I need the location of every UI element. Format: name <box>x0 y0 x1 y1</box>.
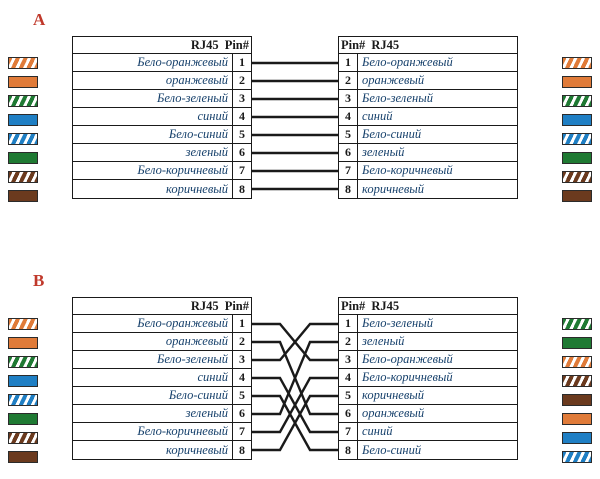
pin-number: 2 <box>339 333 358 350</box>
table-a-right-header <box>339 37 517 54</box>
wire-name: Бело-оранжевый <box>362 352 453 366</box>
chips-a-right <box>562 57 592 209</box>
pin-number: 2 <box>232 333 251 350</box>
table-a-right <box>338 36 518 199</box>
header-rj45-right-b: RJ45 <box>371 298 400 313</box>
pin-number: 8 <box>232 441 251 459</box>
table-row <box>339 405 517 423</box>
table-row <box>73 423 251 441</box>
pin-number: 8 <box>339 441 358 459</box>
wire-name: зеленый <box>362 145 405 159</box>
chips-a-left <box>8 57 38 209</box>
table-a-left-header <box>73 37 251 54</box>
wire-color-chip <box>562 114 592 126</box>
wire-path <box>252 324 338 360</box>
header-rj45-left-a: RJ45 <box>190 37 219 52</box>
pin-number: 6 <box>232 405 251 422</box>
wire-path <box>252 342 338 414</box>
chips-b-left <box>8 318 38 470</box>
table-row <box>73 405 251 423</box>
pin-number: 4 <box>232 369 251 386</box>
wire-color-chip <box>562 76 592 88</box>
wire-color-chip <box>562 171 592 183</box>
wire-name: Бело-синий <box>168 388 228 402</box>
pin-number: 6 <box>339 144 358 161</box>
pin-number: 7 <box>339 423 358 440</box>
table-row <box>339 108 517 126</box>
wire-color-chip <box>562 451 592 463</box>
wire-color-chip <box>562 190 592 202</box>
wire-name: оранжевый <box>165 73 228 87</box>
wire-path <box>252 324 338 360</box>
table-row <box>73 351 251 369</box>
wire-color-chip <box>8 413 38 425</box>
wire-color-chip <box>8 171 38 183</box>
wire-color-chip <box>8 95 38 107</box>
wire-color-chip <box>8 375 38 387</box>
wire-color-chip <box>562 57 592 69</box>
table-row <box>73 441 251 459</box>
table-row <box>73 162 251 180</box>
wire-color-chip <box>8 76 38 88</box>
wire-path <box>252 396 338 450</box>
wire-name: Бело-коричневый <box>362 370 453 384</box>
wire-color-chip <box>8 356 38 368</box>
table-row <box>73 90 251 108</box>
wire-name: Бело-оранжевый <box>137 316 228 330</box>
wire-name: зеленый <box>362 334 405 348</box>
wire-color-chip <box>562 337 592 349</box>
table-row <box>339 126 517 144</box>
table-b-left <box>72 297 252 460</box>
table-row <box>339 315 517 333</box>
table-row <box>339 180 517 198</box>
wire-color-chip <box>8 318 38 330</box>
table-a-left <box>72 36 252 199</box>
pin-number: 1 <box>339 315 358 332</box>
wire-path <box>252 342 338 414</box>
wire-path <box>252 396 338 450</box>
wire-name: Бело-зеленый <box>157 91 228 105</box>
header-pin-left-a: Pin# <box>224 37 249 52</box>
wire-name: Бело-оранжевый <box>137 55 228 69</box>
wire-color-chip <box>562 95 592 107</box>
table-row <box>73 180 251 198</box>
table-row <box>339 54 517 72</box>
wire-name: синий <box>197 109 228 123</box>
table-row <box>339 351 517 369</box>
pin-number: 3 <box>232 90 251 107</box>
wire-name: Бело-зеленый <box>362 316 433 330</box>
table-row <box>339 72 517 90</box>
table-row <box>73 72 251 90</box>
wire-name: оранжевый <box>362 406 425 420</box>
pin-number: 5 <box>232 387 251 404</box>
pin-number: 3 <box>339 351 358 368</box>
pin-number: 8 <box>339 180 358 198</box>
wire-color-chip <box>562 375 592 387</box>
wire-name: коричневый <box>166 181 228 196</box>
table-row <box>339 441 517 459</box>
wire-color-chip <box>562 152 592 164</box>
wire-name: синий <box>362 109 393 123</box>
wire-name: коричневый <box>362 181 424 196</box>
pin-number: 3 <box>339 90 358 107</box>
wire-name: Бело-коричневый <box>137 163 228 177</box>
table-row <box>339 144 517 162</box>
wire-name: Бело-синий <box>362 127 422 141</box>
wire-color-chip <box>562 133 592 145</box>
wire-color-chip <box>8 114 38 126</box>
table-row <box>73 54 251 72</box>
wire-path <box>252 378 338 432</box>
wire-name: оранжевый <box>362 73 425 87</box>
pin-number: 5 <box>232 126 251 143</box>
pin-number: 2 <box>232 72 251 89</box>
header-pin-right-a: Pin# <box>341 37 366 52</box>
wire-name: Бело-коричневый <box>362 163 453 177</box>
wire-name: зеленый <box>185 145 228 159</box>
table-b-right <box>338 297 518 460</box>
pin-number: 2 <box>339 72 358 89</box>
table-row <box>339 423 517 441</box>
pin-number: 6 <box>339 405 358 422</box>
wire-color-chip <box>8 432 38 444</box>
wire-name: Бело-синий <box>168 127 228 141</box>
header-pin-left-b: Pin# <box>224 298 249 313</box>
wire-color-chip <box>8 394 38 406</box>
header-rj45-left-b: RJ45 <box>190 298 219 313</box>
pin-number: 5 <box>339 126 358 143</box>
pin-number: 3 <box>232 351 251 368</box>
table-row <box>73 108 251 126</box>
wire-color-chip <box>8 57 38 69</box>
wire-name: синий <box>197 370 228 384</box>
wire-name: Бело-синий <box>362 442 422 457</box>
wire-name: Бело-коричневый <box>137 424 228 438</box>
wire-path <box>252 378 338 432</box>
section-label-b: B <box>33 271 45 290</box>
pin-number: 8 <box>232 180 251 198</box>
chips-b-right <box>562 318 592 470</box>
table-row <box>73 315 251 333</box>
section-label-a: A <box>33 10 46 29</box>
wire-color-chip <box>562 356 592 368</box>
wire-name: зеленый <box>185 406 228 420</box>
wire-name: Бело-зеленый <box>157 352 228 366</box>
wire-color-chip <box>8 133 38 145</box>
pin-number: 1 <box>232 54 251 71</box>
table-b-right-header <box>339 298 517 315</box>
wire-name: коричневый <box>362 388 424 402</box>
header-pin-right-b: Pin# <box>341 298 366 313</box>
wire-color-chip <box>8 451 38 463</box>
table-b-left-header <box>73 298 251 315</box>
wire-color-chip <box>8 190 38 202</box>
table-row <box>339 90 517 108</box>
wire-name: Бело-оранжевый <box>362 55 453 69</box>
table-row <box>73 333 251 351</box>
table-row <box>73 126 251 144</box>
pin-number: 1 <box>339 54 358 71</box>
pin-number: 7 <box>232 162 251 179</box>
pin-number: 7 <box>339 162 358 179</box>
pin-number: 7 <box>232 423 251 440</box>
wire-name: оранжевый <box>165 334 228 348</box>
table-row <box>339 162 517 180</box>
table-row <box>73 144 251 162</box>
wire-name: синий <box>362 424 393 438</box>
pin-number: 5 <box>339 387 358 404</box>
pin-number: 4 <box>339 108 358 125</box>
table-row <box>339 369 517 387</box>
header-rj45-right-a: RJ45 <box>371 37 400 52</box>
wire-color-chip <box>562 318 592 330</box>
pin-number: 4 <box>232 108 251 125</box>
pin-number: 4 <box>339 369 358 386</box>
wire-name: Бело-зеленый <box>362 91 433 105</box>
wire-color-chip <box>562 394 592 406</box>
wire-color-chip <box>8 337 38 349</box>
table-row <box>73 387 251 405</box>
wire-color-chip <box>562 432 592 444</box>
table-row <box>339 333 517 351</box>
wire-color-chip <box>8 152 38 164</box>
table-row <box>73 369 251 387</box>
table-row <box>339 387 517 405</box>
wire-color-chip <box>562 413 592 425</box>
wire-name: коричневый <box>166 442 228 457</box>
pin-number: 1 <box>232 315 251 332</box>
pin-number: 6 <box>232 144 251 161</box>
